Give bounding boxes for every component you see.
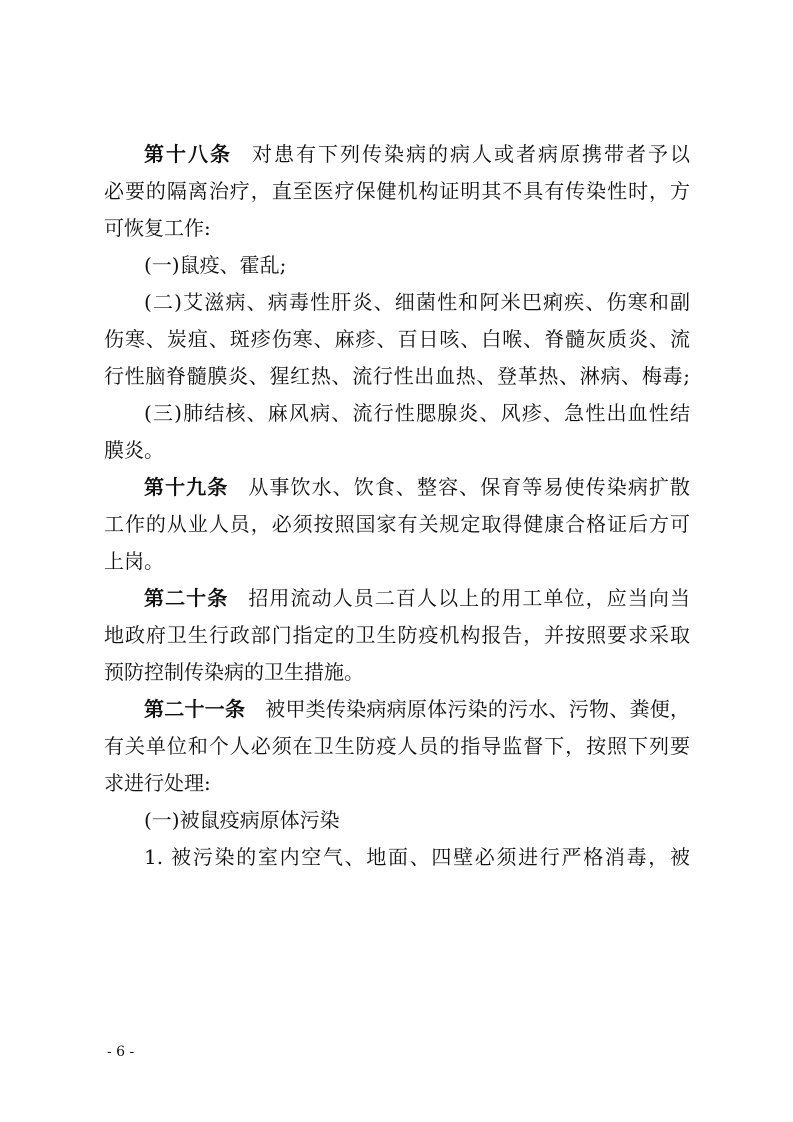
article-21-text: 被甲类传染病病原体污染的污水、污物、粪便， [265,697,690,721]
article-18-item-2-line-3: 行性脑脊髓膜炎、猩红热、流行性出血热、登革热、淋病、梅毒; [104,364,690,388]
article-21-line-1 [104,691,690,728]
article-20-line-1 [104,580,690,617]
article-18-item-3-line-2: 膜炎。 [104,438,164,462]
article-20-text: 招用流动人员二百人以上的用工单位，应当向当 [248,586,690,610]
article-21-sub-1: 1. 被污染的室内空气、地面、四壁必须进行严格消毒，被 [144,845,690,869]
article-19-line-2: 工作的从业人员，必须按照国家有关规定取得健康合格证后方可 [104,512,690,536]
article-18-heading: 第十八条 [144,142,232,166]
article-21-line-2: 有关单位和个人必须在卫生防疫人员的指导监督下，按照下列要 [104,734,690,758]
article-18-line-1 [104,136,690,173]
article-18-item-1: (一)鼠疫、霍乱; [144,253,287,277]
article-21-line-3: 求进行处理: [104,771,211,795]
article-19-text: 从事饮水、饮食、整容、保育等易使传染病扩散 [248,475,690,499]
article-18-item-2-line-1: (二)艾滋病、病毒性肝炎、细菌性和阿米巴痢疾、伤寒和副 [144,290,690,314]
article-18-item-3-line-1: (三)肺结核、麻风病、流行性腮腺炎、风疹、急性出血性结 [144,401,690,425]
article-20-line-2: 地政府卫生行政部门指定的卫生防疫机构报告，并按照要求采取 [104,623,690,647]
document-body [104,136,690,876]
page-number: - 6 - [107,1044,135,1060]
article-21-item-1: (一)被鼠疫病原体污染 [144,808,340,832]
article-18-line-2: 必要的隔离治疗，直至医疗保健机构证明其不具有传染性时，方 [104,179,690,203]
article-20-heading: 第二十条 [144,586,229,610]
article-19-heading: 第十九条 [144,475,229,499]
article-21-heading: 第二十一条 [144,697,246,721]
article-18-line-3: 可恢复工作: [104,216,211,240]
article-18-item-2-line-2: 伤寒、炭疽、斑疹伤寒、麻疹、百日咳、白喉、脊髓灰质炎、流 [104,327,690,351]
article-18-text: 对患有下列传染病的病人或者病原携带者予以 [252,142,690,166]
article-19-line-1 [104,469,690,506]
article-20-line-3: 预防控制传染病的卫生措施。 [104,660,364,684]
article-19-line-3: 上岗。 [104,549,164,573]
